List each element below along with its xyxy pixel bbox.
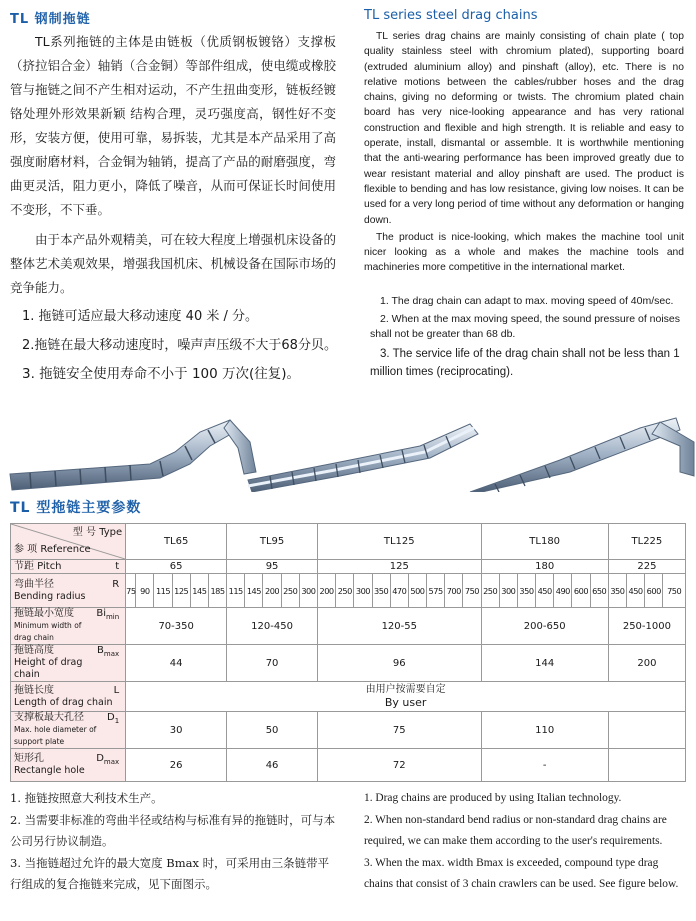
table-header-row xyxy=(11,524,686,560)
reference-label: 参 项 Reference xyxy=(14,544,91,555)
min-width-label-en: Minimum width of drag chain xyxy=(14,621,82,642)
hole-tl180: 110 xyxy=(481,712,608,749)
min-width-symbol-sub: min xyxy=(105,613,120,621)
hole-tl95: 50 xyxy=(227,712,318,749)
drag-chain-photo-1 xyxy=(10,420,256,490)
hole-label-cn: 支撑板最大孔径 xyxy=(14,712,84,723)
features-en xyxy=(370,294,686,383)
radius-value: 470 xyxy=(390,574,408,608)
height-tl65: 44 xyxy=(126,645,227,682)
hole-label xyxy=(11,712,126,749)
title-en: TL series steel drag chains xyxy=(364,8,538,23)
length-value-cn: 由用户按需要自定 xyxy=(365,684,446,695)
radius-value: 250 xyxy=(336,574,354,608)
radius-value: 145 xyxy=(245,574,263,608)
model-tl225: TL225 xyxy=(608,524,685,560)
note-cn-2: 2. 当需要非标准的弯曲半径或结构与标准有异的拖链时，可与本公司另行协议制造。 xyxy=(10,812,336,848)
radius-value: 750 xyxy=(463,574,481,608)
rect-tl125: 72 xyxy=(318,749,482,782)
note-en-3: 3. When the max. width Bmax is exceeded, compound type drag chains that consist of 3 chain crawlers can be used. See figure below. xyxy=(364,856,679,890)
min-width-tl125: 120-55 xyxy=(318,608,482,645)
height-tl225: 200 xyxy=(608,645,685,682)
radius-value: 90 xyxy=(136,574,154,608)
pitch-tl95: 95 xyxy=(227,560,318,574)
radius-value: 200 xyxy=(263,574,281,608)
radius-value: 450 xyxy=(536,574,554,608)
rect-tl65: 26 xyxy=(126,749,227,782)
rect-label xyxy=(11,749,126,782)
radius-value: 300 xyxy=(299,574,317,608)
hole-symbol: D xyxy=(107,712,115,723)
feature-cn-1: 1. 拖链可适应最大移动速度 40 米 / 分。 xyxy=(22,309,258,324)
radius-value: 750 xyxy=(663,574,686,608)
rect-tl95: 46 xyxy=(227,749,318,782)
rect-label-cn: 矩形孔 xyxy=(14,753,44,764)
radius-value: 200 xyxy=(318,574,336,608)
radius-value: 490 xyxy=(554,574,572,608)
min-width-label xyxy=(11,608,126,645)
radius-value: 75 xyxy=(126,574,136,608)
rect-row xyxy=(11,749,686,782)
note-cn-3: 3. 当拖链超过允许的最大宽度 Bmax 时，可采用由三条链带平行组成的复合拖链来完成，见下面图示。 xyxy=(10,855,330,891)
drag-chain-photos xyxy=(0,412,696,492)
intro-cn-p1: TL系列拖链的主体是由链板（优质钢板镀铬）支撑板（挤拉铝合金）轴销（合金铜）等部件组成，使电缆或橡胶管与拖链之间不产生相对运动，不产生扭曲变形，链板经镀铬处理外形效果新颖 结构合理，灵巧强度高，钢性好不变形，安装方便，使用可靠，易拆装，尤其是本产品采用了高强度耐磨材料，合金铜为轴销，提高了产品的耐磨强度，弯曲更灵活，阻力更小，降低了噪音，从而可保证长时间使用不变形，不下垂。 xyxy=(10,34,336,217)
section-title: TL 型拖链主要参数 xyxy=(10,500,142,516)
height-tl180: 144 xyxy=(481,645,608,682)
radius-value: 575 xyxy=(427,574,445,608)
length-label-en: Length of drag chain xyxy=(14,696,113,708)
drag-chain-photo-3 xyxy=(470,418,694,492)
radius-value: 700 xyxy=(445,574,463,608)
radius-value: 145 xyxy=(190,574,208,608)
model-tl95: TL95 xyxy=(227,524,318,560)
pitch-tl125: 125 xyxy=(318,560,482,574)
pitch-label xyxy=(11,560,126,574)
radius-value: 350 xyxy=(608,574,626,608)
model-tl125: TL125 xyxy=(318,524,482,560)
length-symbol: L xyxy=(113,684,120,696)
type-label: 型 号 Type xyxy=(72,527,123,538)
height-row xyxy=(11,645,686,682)
height-label xyxy=(11,645,126,682)
length-label xyxy=(11,682,126,712)
radius-value: 115 xyxy=(227,574,245,608)
hole-symbol-sub: 1 xyxy=(114,717,120,725)
radius-value: 600 xyxy=(645,574,663,608)
radius-value: 185 xyxy=(208,574,226,608)
height-symbol: B xyxy=(97,645,104,656)
radius-value: 250 xyxy=(281,574,299,608)
header-cell xyxy=(11,524,126,560)
radius-value: 115 xyxy=(154,574,172,608)
hole-label-en: Max. hole diameter of support plate xyxy=(14,725,97,746)
note-en-1: 1. Drag chains are produced by using Italian technology. xyxy=(364,792,622,804)
radius-value: 300 xyxy=(354,574,372,608)
min-width-row xyxy=(11,608,686,645)
rect-tl225 xyxy=(608,749,685,782)
rect-tl180: - xyxy=(481,749,608,782)
radius-row xyxy=(11,574,686,608)
rect-symbol-sub: max xyxy=(103,758,120,766)
features-cn xyxy=(22,302,337,389)
radius-symbol: R xyxy=(112,578,120,590)
radius-label-cn: 弯曲半径 xyxy=(14,578,54,590)
radius-value: 500 xyxy=(408,574,426,608)
radius-value: 650 xyxy=(590,574,608,608)
min-width-tl225: 250-1000 xyxy=(608,608,685,645)
notes-cn xyxy=(10,788,340,896)
parameter-table xyxy=(10,523,686,782)
length-value xyxy=(126,682,686,712)
model-tl65: TL65 xyxy=(126,524,227,560)
length-value-en: By user xyxy=(384,696,427,709)
hole-tl225 xyxy=(608,712,685,749)
radius-label-en: Bending radius xyxy=(14,590,86,602)
min-width-tl95: 120-450 xyxy=(227,608,318,645)
note-cn-1: 1. 拖链按照意大利技术生产。 xyxy=(10,791,163,805)
drag-chain-photo-2 xyxy=(248,424,478,492)
min-width-label-cn: 拖链最小宽度 xyxy=(14,608,74,619)
title-cn: TL 钢制拖链 xyxy=(10,12,91,27)
pitch-tl180: 180 xyxy=(481,560,608,574)
height-label-cn: 拖链高度 xyxy=(14,645,54,656)
radius-value: 125 xyxy=(172,574,190,608)
radius-label xyxy=(11,574,126,608)
feature-en-1: 1. The drag chain can adapt to max. moving speed of 40m/sec. xyxy=(380,295,674,307)
hole-tl125: 75 xyxy=(318,712,482,749)
height-label-en: Height of drag chain xyxy=(14,657,83,680)
feature-cn-3: 3. 拖链安全使用寿命不小于 100 万次(往复)。 xyxy=(22,366,301,382)
radius-value: 350 xyxy=(517,574,535,608)
radius-value: 350 xyxy=(372,574,390,608)
model-tl180: TL180 xyxy=(481,524,608,560)
radius-value: 250 xyxy=(481,574,499,608)
rect-symbol: D xyxy=(96,753,104,764)
length-label-cn: 拖链长度 xyxy=(14,684,54,696)
pitch-row xyxy=(11,560,686,574)
pitch-tl65: 65 xyxy=(126,560,227,574)
radius-value: 450 xyxy=(626,574,644,608)
hole-row xyxy=(11,712,686,749)
hole-tl65: 30 xyxy=(126,712,227,749)
length-row xyxy=(11,682,686,712)
feature-en-2: 2. When at the max moving speed, the sound pressure of noises shall not be greater than 68 db. xyxy=(370,312,681,340)
min-width-tl65: 70-350 xyxy=(126,608,227,645)
min-width-tl180: 200-650 xyxy=(481,608,608,645)
pitch-symbol: t xyxy=(115,560,120,572)
notes-en xyxy=(364,788,689,896)
feature-en-3: 3. The service life of the drag chain shall not be less than 1 million times (reciprocating). xyxy=(370,347,680,378)
intro-en xyxy=(364,29,684,276)
height-tl95: 70 xyxy=(227,645,318,682)
radius-value: 600 xyxy=(572,574,590,608)
height-tl125: 96 xyxy=(318,645,482,682)
feature-cn-2: 2.拖链在最大移动速度时，噪声声压级不大于68分贝。 xyxy=(22,338,337,353)
height-symbol-sub: max xyxy=(103,650,120,658)
pitch-tl225: 225 xyxy=(608,560,685,574)
intro-cn-p2: 由于本产品外观精美，可在较大程度上增强机床设备的整体艺术美观效果，增强我国机床、机械设备在国际市场的竞争能力。 xyxy=(10,232,336,295)
pitch-label-text: 节距 Pitch xyxy=(14,560,62,572)
note-en-2: 2. When non-standard bend radius or non-standard drag chains are required, we can make them according to the user's requirements. xyxy=(364,813,667,847)
min-width-symbol: Bi xyxy=(96,608,106,619)
intro-en-p2: The product is nice-looking, which makes the machine tool unit nicer looking as a whole and makes the machine tools and machineries more competitive in the international market. xyxy=(364,231,684,274)
intro-cn xyxy=(10,30,336,300)
radius-value: 300 xyxy=(499,574,517,608)
rect-label-en: Rectangle hole xyxy=(14,765,85,776)
intro-en-p1: TL series drag chains are mainly consisting of chain plate ( top quality stainless steel with chromium plated), supporting board (extruded aluminium alloy) and pinshaft (alloy), etc. There is no relative motions between the cables/rubber hoses and the drag chains, giving no deforming or twists. The chromium plated chain board has very nice-looking appearance and has very rational construction and flexible and high strength. It is reliable and easy to operate, install, dismantal or assemble. It is worthwhile mentioning that the anti-wearing performance has been improved greatly due to wear resistant material and alloy pinshaft are used. The product is flexible to bending and has low resistance, giving low noises. It can be used for a very long period of time without any deformation or hanging down. xyxy=(364,31,684,226)
